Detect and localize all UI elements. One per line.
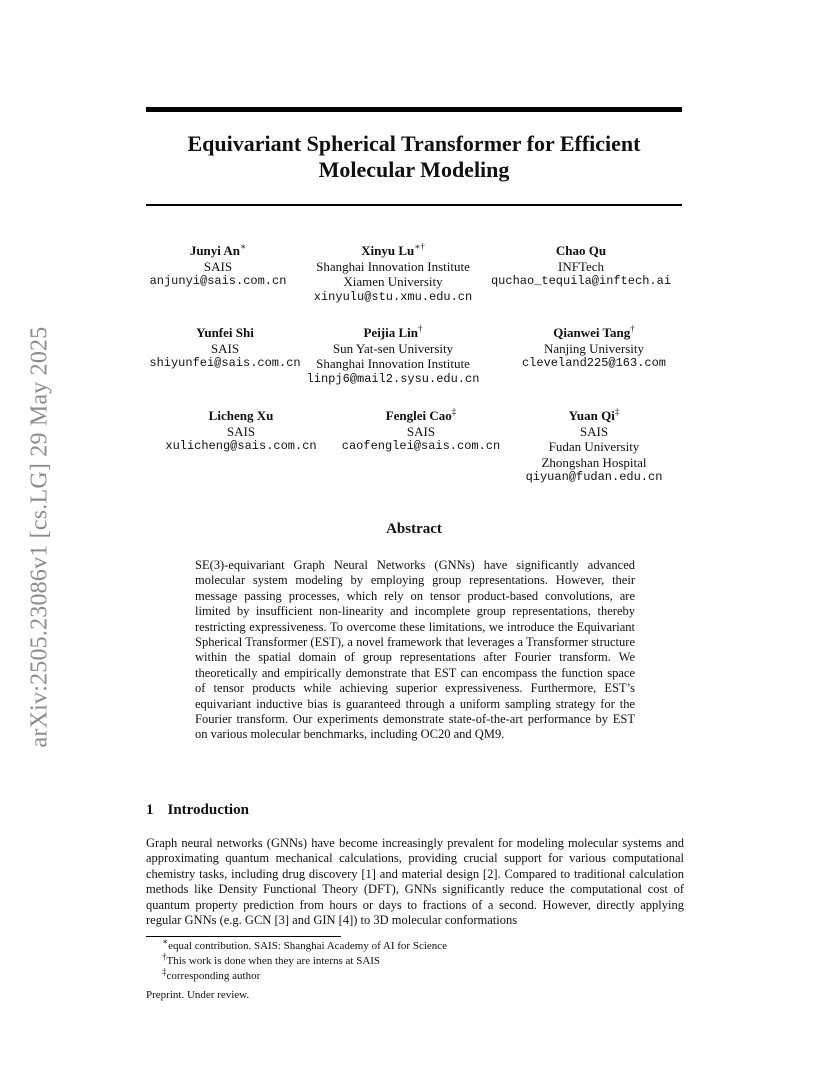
author-name: Yuan Qi (568, 408, 615, 423)
abstract-heading: Abstract (386, 521, 442, 537)
title-line-1: Equivariant Spherical Transformer for Efficient (187, 131, 641, 156)
section-number: 1 (146, 802, 154, 818)
author-xinyu-lu (298, 243, 488, 305)
preprint-notice: Preprint. Under review. (146, 989, 250, 1001)
footnote-item (162, 966, 682, 984)
author-block (146, 243, 682, 483)
author-email: shiyunfei@sais.com.cn (149, 356, 301, 370)
author-yuan-qi (506, 408, 682, 486)
author-affiliation: Zhongshan Hospital (541, 454, 647, 470)
author-mark: ∗ (240, 241, 247, 252)
author-peijia-lin (298, 325, 488, 387)
author-yunfei-shi (130, 325, 320, 372)
author-affiliation: Nanjing University (543, 340, 644, 356)
section-title: Introduction (167, 802, 249, 818)
author-mark: † (630, 323, 635, 334)
author-mark: ‡ (614, 406, 620, 417)
author-email: anjunyi@sais.com.cn (149, 274, 287, 288)
author-affiliation: Sun Yat-sen University (332, 340, 454, 356)
abstract-text: SE(3)-equivariant Graph Neural Networks (GNNs) have significantly advanced molecular system modeling by employing group representations. However, their message passing processes, which rely on tensor product-based convolutions, are limited by insufficient non-linearity and incomplete group representations, thereby restricting expressiveness. To overcome these limitations, we introduce the Equivariant Spherical Transformer (EST), a novel framework that leverages a Transformer structure within the spatial domain of group representations after Fourier transform. We theoretically and empirically demonstrate that EST can encompass the function space of tensor products while achieving superior expressiveness. Furthermore, EST’s equivariant inductive bias is guaranteed through a uniform sampling strategy for the Fourier transform. Our experiments demonstrate state-of-the-art performance by EST on various molecular benchmarks, including OC20 and QM9. (195, 558, 635, 742)
author-mark: † (418, 323, 423, 334)
author-name: Chao Qu (555, 243, 607, 258)
paper-title (146, 131, 682, 183)
footnote-item (162, 936, 682, 954)
footnote-mark: ∗ (162, 936, 169, 947)
author-mark: ∗† (414, 241, 425, 252)
title-rule-top (146, 107, 682, 112)
author-qianwei-tang (502, 325, 686, 372)
section-heading-introduction (146, 802, 249, 819)
author-email: xinyulu@stu.xmu.edu.cn (313, 289, 473, 304)
author-affiliation: SAIS (579, 423, 609, 439)
author-affiliation: INFTech (557, 258, 605, 274)
footnote-mark: † (162, 951, 167, 962)
author-email: xulicheng@sais.com.cn (165, 439, 317, 453)
author-email: quchao_tequila@inftech.ai (490, 274, 672, 288)
title-rule-bottom (146, 204, 682, 206)
author-email: qiyuan@fudan.edu.cn (525, 470, 663, 484)
footnotes (146, 936, 682, 984)
author-affiliation: Xiamen University (343, 274, 443, 289)
author-name: Licheng Xu (208, 408, 274, 423)
author-affiliation: SAIS (406, 423, 436, 439)
title-line-2: Molecular Modeling (318, 157, 510, 182)
author-affiliation: SAIS (226, 423, 256, 439)
footnote-text: equal contribution. SAIS: Shanghai Academy of AI for Science (168, 940, 448, 952)
author-affiliation: Shanghai Innovation Institute (316, 258, 470, 274)
introduction-paragraph: Graph neural networks (GNNs) have become increasingly prevalent for modeling molecular systems and approximating quantum mechanical calculations, providing crucial support for various computational chemistry tasks, including drug discovery [1] and material design [2]. Compared to traditional calculation methods like Density Functional Theory (DFT), GNNs significantly reduce the computational cost of quantum property prediction from hours or days to fractions of a second. However, directly applying regular GNNs (e.g. GCN [3] and GIN [4]) to 3D molecular conformations (146, 836, 684, 928)
author-affiliation: SAIS (210, 340, 240, 356)
author-name: Yunfei Shi (196, 325, 254, 340)
author-name: Qianwei Tang (553, 325, 631, 340)
author-email: cleveland225@163.com (521, 356, 667, 370)
arxiv-identifier: arXiv:2505.23086v1 [cs.LG] 29 May 2025 (26, 326, 53, 748)
arxiv-sidebar-stamp (22, 298, 58, 776)
footnote-text: This work is done when they are interns at SAIS (166, 955, 381, 967)
author-affiliation: Shanghai Innovation Institute (316, 356, 470, 371)
author-name: Xinyu Lu (361, 243, 415, 258)
footnote-mark: ‡ (162, 966, 167, 977)
author-name: Peijia Lin (363, 325, 419, 340)
footnote-text: corresponding author (166, 970, 261, 982)
author-mark: ‡ (451, 406, 457, 417)
author-name: Fenglei Cao (385, 408, 452, 423)
author-name: Junyi An (189, 243, 241, 258)
author-email: caofenglei@sais.com.cn (341, 439, 501, 453)
author-affiliation: Fudan University (548, 439, 640, 454)
author-licheng-xu (146, 408, 336, 455)
footnote-rule (146, 936, 341, 937)
author-affiliation: SAIS (203, 258, 233, 274)
author-junyi-an (123, 243, 313, 290)
author-chao-qu (486, 243, 676, 290)
author-email: linpj6@mail2.sysu.edu.cn (306, 371, 480, 386)
author-fenglei-cao (326, 408, 516, 455)
footnote-item (162, 951, 682, 969)
